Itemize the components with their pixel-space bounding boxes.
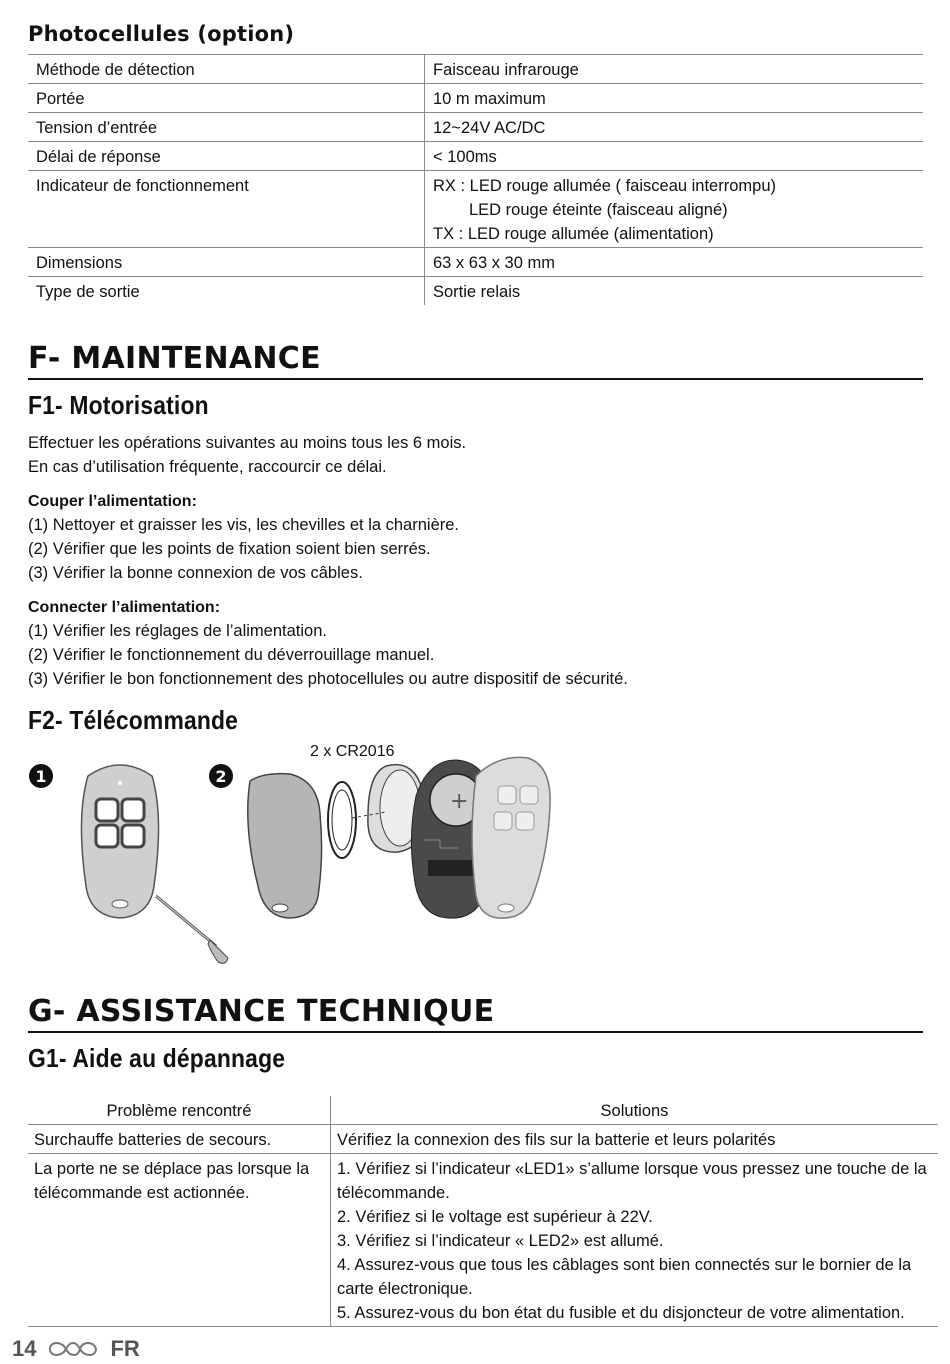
spec-value-line: RX : LED rouge allumée ( faisceau interrompu) — [433, 177, 776, 195]
maintenance-title: F- MAINTENANCE — [28, 341, 923, 380]
table-row — [28, 1125, 938, 1154]
solutions-cell — [331, 1154, 939, 1327]
table-row — [28, 113, 923, 142]
solution-step: 3. Vérifiez si l’indicateur « LED2» est allumé. — [337, 1232, 664, 1250]
table-row — [28, 84, 923, 113]
spec-key: Tension d’entrée — [28, 113, 425, 142]
connect-step: (3) Vérifier le bon fonctionnement des photocellules ou autre dispositif de sécurité. — [28, 670, 628, 688]
cut-step: (1) Nettoyer et graisser les vis, les chevilles et la charnière. — [28, 516, 459, 534]
table-row — [28, 171, 923, 248]
spec-value: < 100ms — [425, 142, 924, 171]
spec-value — [425, 171, 924, 248]
spec-value: 10 m maximum — [425, 84, 924, 113]
connect-power-label: Connecter l’alimentation: — [28, 599, 221, 616]
remote-back-cover-icon — [248, 774, 322, 918]
spec-value-line: TX : LED rouge allumée (alimentation) — [433, 225, 714, 243]
page — [28, 22, 927, 1327]
spec-value: Sortie relais — [433, 283, 521, 301]
table-row — [28, 142, 923, 171]
f1-intro-line: Effectuer les opérations suivantes au moins tous les 6 mois. — [28, 434, 467, 452]
table-header-row — [28, 1096, 938, 1125]
solution-step: 4. Assurez-vous que tous les câblages sont bien connectés sur le bornier de la carte électronique. — [337, 1256, 912, 1298]
photocells-title: Photocellules (option) — [28, 22, 295, 46]
brand-logo-icon — [46, 1338, 100, 1360]
spec-key: Méthode de détection — [28, 55, 425, 84]
spec-key: Indicateur de fonctionnement — [28, 171, 425, 248]
spec-key: Portée — [28, 84, 425, 113]
col-solutions-header: Solutions — [331, 1096, 939, 1125]
table-row — [28, 277, 923, 306]
solution-step: 2. Vérifiez si le voltage est supérieur à 22V. — [337, 1208, 653, 1226]
solution-step: 5. Assurez-vous du bon état du fusible et du disjoncteur de votre alimentation. — [337, 1304, 905, 1322]
step-1-badge — [29, 764, 53, 788]
spec-key: Délai de réponse — [28, 142, 425, 171]
assistance-title: G- ASSISTANCE TECHNIQUE — [28, 994, 923, 1033]
remote-illustration — [28, 736, 923, 976]
problem-cell: La porte ne se déplace pas lorsque la télécommande est actionnée. — [28, 1154, 331, 1327]
cut-power-label: Couper l’alimentation: — [28, 493, 197, 510]
battery-icon — [328, 782, 356, 858]
spec-value: 12~24V AC/DC — [425, 113, 924, 142]
f1-title: F1- Motorisation — [28, 390, 209, 420]
spec-value-line: LED rouge éteinte (faisceau aligné) — [469, 201, 728, 219]
col-problem-header: Problème rencontré — [28, 1096, 331, 1125]
language-code: FR — [110, 1336, 140, 1361]
g1-title: G1- Aide au dépannage — [28, 1043, 286, 1073]
remote-closed-icon — [81, 765, 158, 918]
connect-step: (1) Vérifier les réglages de l’alimentation. — [28, 622, 327, 640]
spec-value: Faisceau infrarouge — [425, 55, 924, 84]
photocells-spec-table — [28, 54, 923, 305]
spec-key: Type de sortie — [28, 277, 425, 306]
page-footer — [12, 1336, 140, 1362]
plus-icon: + — [450, 789, 469, 814]
remote-battery-illustration — [28, 736, 588, 976]
f2-title: F2- Télécommande — [28, 705, 239, 735]
f1-intro-line: En cas d’utilisation fréquente, raccourcir ce délai. — [28, 458, 387, 476]
cut-step: (3) Vérifier la bonne connexion de vos câbles. — [28, 564, 363, 582]
spec-value: 63 x 63 x 30 mm — [425, 248, 924, 277]
cut-step: (2) Vérifier que les points de fixation soient bien serrés. — [28, 540, 431, 558]
problem-cell: Surchauffe batteries de secours. — [28, 1125, 331, 1154]
solution-step: 1. Vérifiez si l’indicateur «LED1» s’allume lorsque vous pressez une touche de la télécommande. — [337, 1160, 927, 1202]
step-2-number: 2 — [215, 767, 227, 786]
connect-step: (2) Vérifier le fonctionnement du déverrouillage manuel. — [28, 646, 435, 664]
screwdriver-icon — [156, 896, 228, 963]
step-1-number: 1 — [35, 767, 47, 786]
table-row — [28, 55, 923, 84]
step-2-badge — [209, 764, 233, 788]
table-row — [28, 248, 923, 277]
spec-key: Dimensions — [28, 248, 425, 277]
page-number: 14 — [12, 1336, 37, 1361]
troubleshooting-table — [28, 1096, 938, 1327]
battery-label: 2 x CR2016 — [310, 743, 395, 760]
table-row — [28, 1154, 938, 1327]
remote-front-shell-icon — [472, 757, 550, 918]
solutions-cell: Vérifiez la connexion des fils sur la batterie et leurs polarités — [331, 1125, 939, 1154]
